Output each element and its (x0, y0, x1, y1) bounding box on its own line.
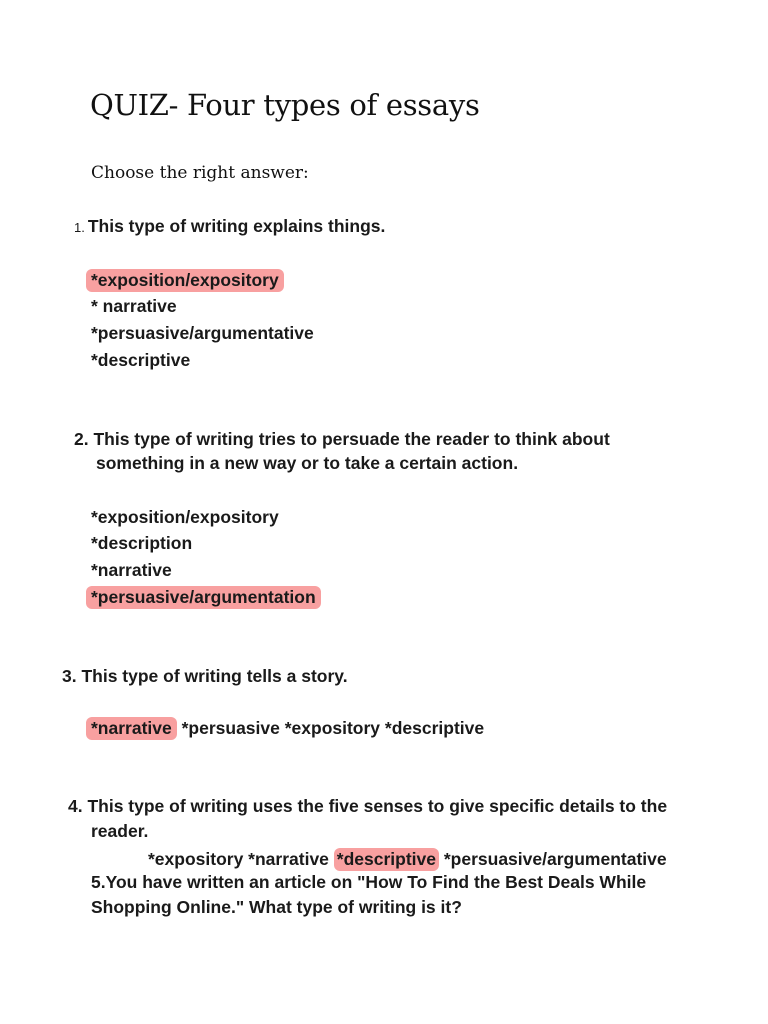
question-2-option-4 (91, 585, 321, 609)
question-4-line-1: 4. This type of writing uses the five senses to give specific details to the (68, 796, 668, 816)
question-3-options (91, 716, 484, 740)
question-4-line-2: reader. (91, 821, 149, 841)
highlighted-answer: *exposition/expository (86, 269, 284, 292)
instruction-text: Choose the right answer: (91, 163, 309, 183)
question-1-option-3: *persuasive/argumentative (91, 323, 314, 343)
question-1-option-1 (91, 268, 284, 292)
highlighted-answer: *descriptive (334, 848, 439, 871)
question-1-text: This type of writing explains things. (87, 216, 386, 236)
question-3-options-rest: *persuasive *expository *descriptive (176, 718, 485, 738)
question-1-option-2: * narrative (91, 296, 177, 316)
question-5-line-2: Shopping Online." What type of writing is it? (91, 897, 462, 917)
highlighted-answer: *persuasive/argumentation (86, 586, 321, 609)
question-2-line-1: 2. This type of writing tries to persuade the reader to think about (74, 429, 610, 449)
question-2-line-2: something in a new way or to take a certain action. (96, 453, 519, 473)
question-4-options (148, 847, 667, 871)
question-4-options-before: *expository *narrative (148, 849, 334, 869)
question-5-line-1: 5.You have written an article on "How To Find the Best Deals While (91, 872, 647, 892)
question-2-option-3: *narrative (91, 560, 172, 580)
question-4-options-after: *persuasive/argumentative (439, 849, 667, 869)
highlighted-answer: *narrative (86, 717, 177, 740)
question-1-option-4: *descriptive (91, 350, 191, 370)
question-3: 3. This type of writing tells a story. (62, 666, 348, 686)
page-title: QUIZ- Four types of essays (90, 88, 480, 122)
question-2-option-2: *description (91, 533, 193, 553)
question-1-number: 1. (74, 220, 85, 235)
question-1 (74, 214, 385, 240)
question-2-option-1: *exposition/expository (91, 507, 279, 527)
